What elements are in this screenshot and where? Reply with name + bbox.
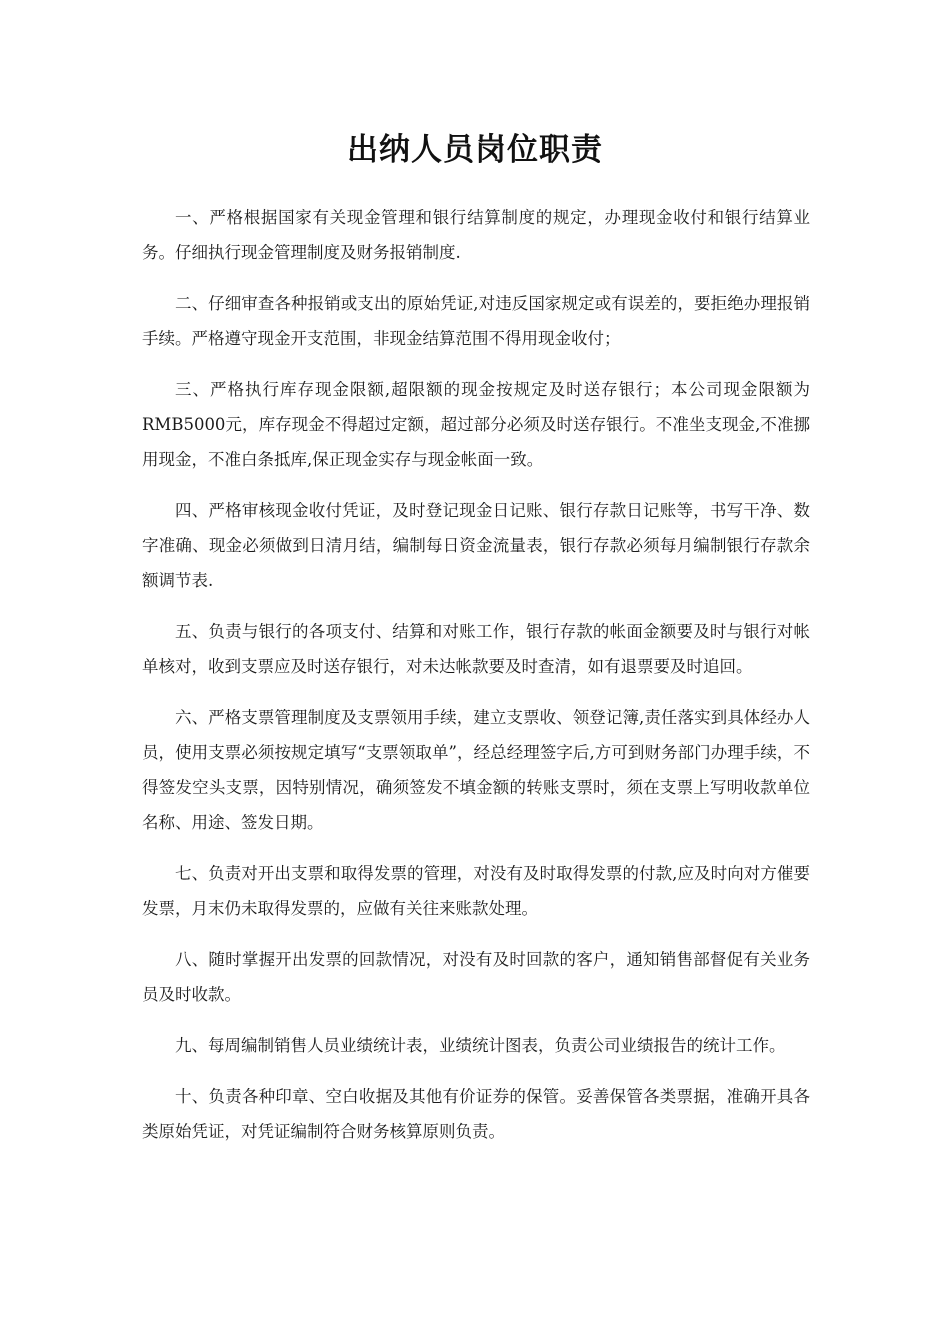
document-title: 出纳人员岗位职责: [347, 132, 603, 168]
duty-paragraph-10: 十、负责各种印章、空白收据及其他有价证券的保管。妥善保管各类票据，准确开具各类原始凭证，对凭证编制符合财务核算原则负责。: [142, 1087, 810, 1141]
duty-paragraph-8: 八、随时掌握开出发票的回款情况，对没有及时回款的客户，通知销售部督促有关业务员及时收款。: [142, 950, 810, 1004]
duty-paragraph-1: 一、严格根据国家有关现金管理和银行结算制度的规定，办理现金收付和银行结算业务。仔细执行现金管理制度及财务报销制度.: [142, 208, 810, 262]
duty-paragraph-9: 九、每周编制销售人员业绩统计表，业绩统计图表，负责公司业绩报告的统计工作。: [175, 1036, 786, 1055]
document-body: [142, 200, 810, 1165]
duty-paragraph-4: 四、严格审核现金收付凭证，及时登记现金日记账、银行存款日记账等，书写干净、数字准确、现金必须做到日清月结，编制每日资金流量表，银行存款必须每月编制银行存款余额调节表.: [142, 501, 810, 590]
duty-paragraph-7: 七、负责对开出支票和取得发票的管理，对没有及时取得发票的付款,应及时向对方催要发票，月末仍未取得发票的，应做有关往来账款处理。: [142, 864, 810, 918]
duty-paragraph-6: 六、严格支票管理制度及支票领用手续，建立支票收、领登记簿,责任落实到具体经办人员，使用支票必须按规定填写“支票领取单”，经总经理签字后,方可到财务部门办理手续，不得签发空头支票，因特别情况，确须签发不填金额的转账支票时，须在支票上写明收款单位名称、用途、签发日期。: [142, 708, 810, 832]
duty-paragraph-2: 二、仔细审查各种报销或支出的原始凭证,对违反国家规定或有误差的，要拒绝办理报销手续。严格遵守现金开支范围，非现金结算范围不得用现金收付；: [142, 294, 810, 348]
duty-paragraph-3: 三、严格执行库存现金限额,超限额的现金按规定及时送存银行；本公司现金限额为RMB5000元，库存现金不得超过定额，超过部分必须及时送存银行。不准坐支现金,不准挪用现金，不准白条抵库,保正现金实存与现金帐面一致。: [142, 380, 810, 469]
duty-paragraph-5: 五、负责与银行的各项支付、结算和对账工作，银行存款的帐面金额要及时与银行对帐单核对，收到支票应及时送存银行，对未达帐款要及时查清，如有退票要及时追回。: [142, 622, 810, 676]
